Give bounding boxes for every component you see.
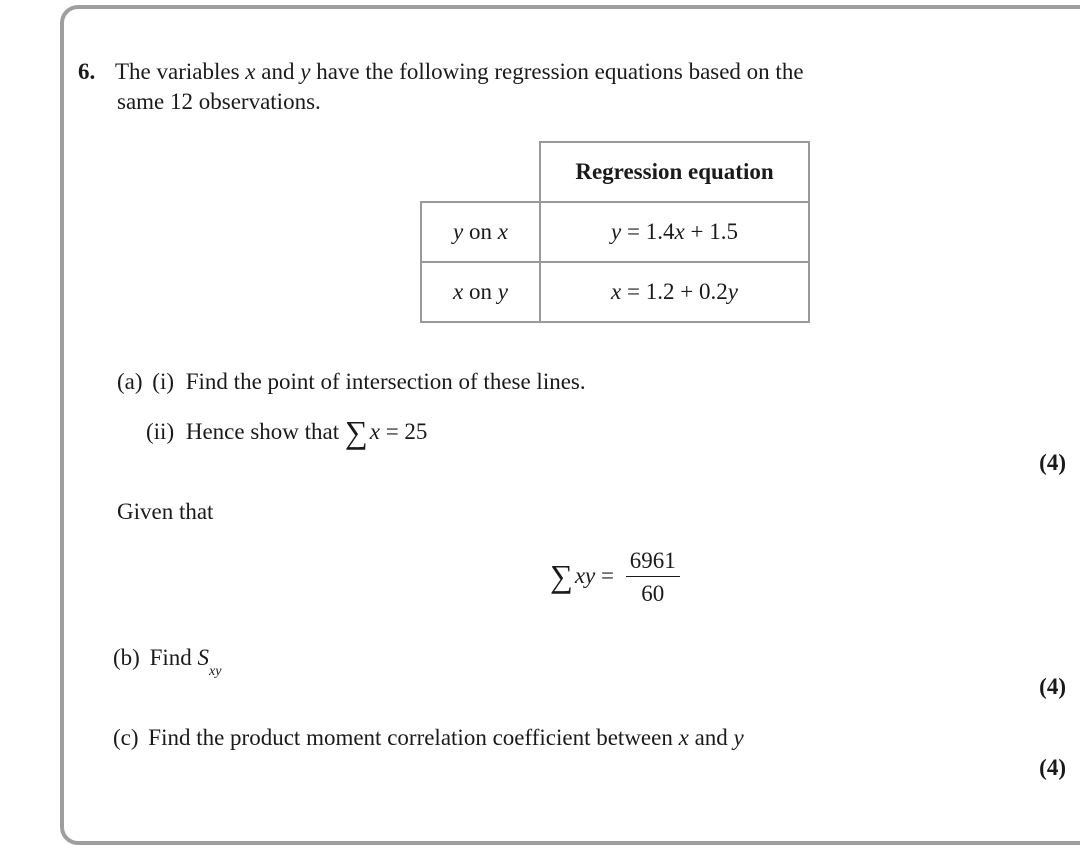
fraction-numerator: 6961: [626, 548, 680, 577]
part-a-ii-text: Hence show that: [185, 419, 345, 444]
given-equals: =: [595, 562, 614, 588]
marks-b: (4): [1039, 674, 1066, 699]
part-c-label: (c): [113, 725, 139, 750]
part-c-text: Find the product moment correlation coefficient between: [148, 725, 679, 750]
fraction-denominator: 60: [641, 581, 665, 606]
regression-table: [420, 141, 810, 323]
question-line-2: same 12 observations.: [117, 89, 321, 114]
table-header: Regression equation: [540, 142, 809, 202]
intro-text: The variables: [115, 59, 246, 84]
part-a-ii-label: (ii): [146, 419, 175, 444]
marks-c: (4): [1039, 755, 1066, 780]
row-label: x on y: [421, 262, 540, 322]
part-a-i: [117, 368, 586, 396]
table-row: [421, 262, 809, 322]
part-a-ii-var: x: [369, 419, 380, 444]
part-b-subscript: xy: [209, 664, 222, 679]
part-b-symbol: S: [197, 645, 210, 670]
question-line-1: [78, 58, 804, 86]
part-c-var-x: x: [678, 725, 689, 750]
part-a-label: (a): [117, 369, 143, 394]
given-var: xy: [574, 562, 596, 588]
given-formula: [550, 548, 680, 607]
part-a-i-text: Find the point of intersection of these lines.: [185, 369, 586, 394]
part-c-and: and: [688, 725, 734, 750]
fraction: [626, 548, 680, 607]
marks-a: (4): [1039, 450, 1066, 475]
question-number: 6.: [78, 59, 96, 84]
part-b: [113, 644, 221, 686]
part-b-label: (b): [113, 645, 140, 670]
row-equation: x = 1.2 + 0.2y: [540, 262, 809, 322]
sigma-symbol: ∑: [550, 557, 573, 594]
var-y: y: [300, 59, 311, 84]
var-x: x: [245, 59, 256, 84]
intro-text-rest: have the following regression equations based on the: [310, 59, 804, 84]
row-equation: y = 1.4x + 1.5: [540, 202, 809, 262]
part-a-i-label: (i): [152, 369, 174, 394]
table-header-row: [421, 142, 809, 202]
table-row: [421, 202, 809, 262]
part-a-ii: [146, 414, 428, 450]
row-label: y on x: [421, 202, 540, 262]
table-blank-cell: [421, 142, 540, 202]
given-text: Given that: [117, 499, 214, 524]
part-c-var-y: y: [733, 725, 744, 750]
part-c: [113, 724, 744, 752]
intro-and: and: [255, 59, 301, 84]
sigma-symbol: ∑: [344, 414, 368, 450]
part-a-ii-value: = 25: [379, 419, 428, 444]
part-b-text: Find: [149, 645, 198, 670]
